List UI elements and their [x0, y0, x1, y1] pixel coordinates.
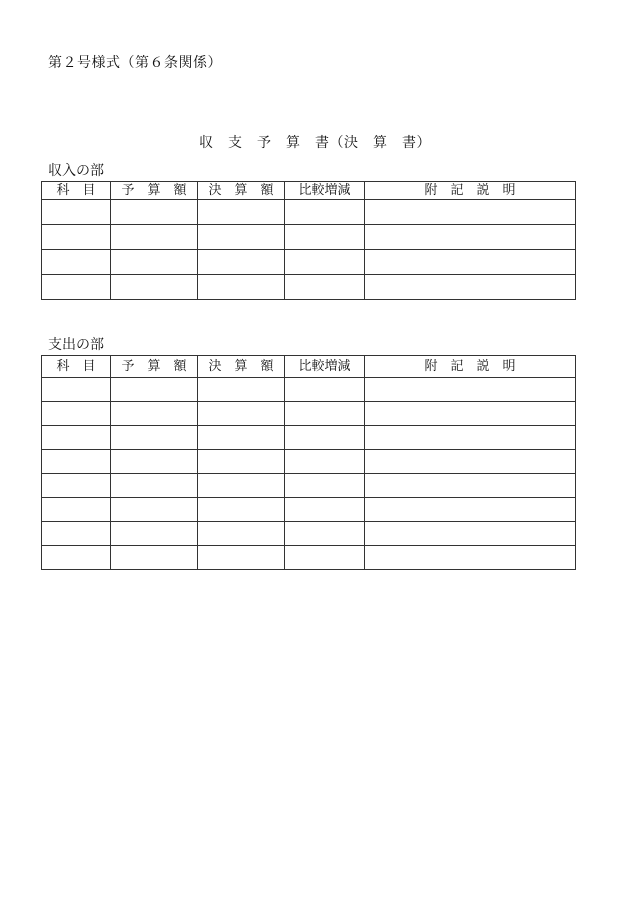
expense-table-cell [198, 402, 285, 426]
expense-table-cell [365, 498, 576, 522]
income-table-cell [198, 250, 285, 275]
income-table-cell [42, 225, 111, 250]
expense-table-cell [285, 522, 365, 546]
income-col-remarks: 附 記 説 明 [365, 182, 576, 200]
income-table-cell [111, 250, 198, 275]
expense-table-cell [42, 378, 111, 402]
expense-table-row [42, 426, 576, 450]
expense-table-cell [365, 450, 576, 474]
expense-table-cell [42, 450, 111, 474]
expense-table-cell [42, 498, 111, 522]
expense-table-cell [42, 474, 111, 498]
expense-table-body [42, 378, 576, 570]
expense-table-cell [285, 378, 365, 402]
income-table-cell [198, 275, 285, 300]
expense-col-remarks: 附 記 説 明 [365, 356, 576, 378]
expense-table-row [42, 546, 576, 570]
expense-table-row [42, 378, 576, 402]
income-table-body [42, 200, 576, 300]
income-table-row [42, 250, 576, 275]
expense-table-cell [285, 498, 365, 522]
expense-table-cell [111, 522, 198, 546]
expense-table-cell [111, 426, 198, 450]
expense-table-cell [42, 426, 111, 450]
expense-table-cell [198, 498, 285, 522]
expense-table-cell [285, 426, 365, 450]
expense-table-cell [111, 546, 198, 570]
form-number: 第２号様式（第６条関係） [48, 55, 222, 71]
income-table-cell [365, 225, 576, 250]
income-table-cell [285, 200, 365, 225]
expense-table-cell [285, 402, 365, 426]
income-table-cell [285, 225, 365, 250]
income-col-budget: 予 算 額 [111, 182, 198, 200]
expense-table-cell [198, 450, 285, 474]
expense-table-cell [365, 426, 576, 450]
income-table-cell [365, 275, 576, 300]
expense-table-row [42, 402, 576, 426]
income-table-cell [111, 200, 198, 225]
income-table-cell [365, 200, 576, 225]
expense-col-budget: 予 算 額 [111, 356, 198, 378]
expense-table-cell [42, 522, 111, 546]
expense-table-cell [365, 378, 576, 402]
expense-table-cell [111, 378, 198, 402]
expense-table-cell [285, 546, 365, 570]
expense-table-cell [111, 402, 198, 426]
expense-table-row [42, 522, 576, 546]
income-table-cell [111, 275, 198, 300]
income-table-row [42, 225, 576, 250]
income-col-subject: 科 目 [42, 182, 111, 200]
income-table-cell [198, 200, 285, 225]
expense-col-settlement: 決 算 額 [198, 356, 285, 378]
expense-table-cell [42, 546, 111, 570]
expense-table-cell [285, 474, 365, 498]
expense-header-row [42, 356, 576, 378]
expense-table-cell [111, 498, 198, 522]
document-title: 収 支 予 算 書（決 算 書） [199, 135, 431, 151]
expense-table-cell [111, 474, 198, 498]
expense-table-cell [365, 402, 576, 426]
income-table [41, 181, 576, 300]
expense-table-row [42, 450, 576, 474]
expense-table-cell [365, 546, 576, 570]
income-table-cell [285, 275, 365, 300]
income-table-cell [42, 200, 111, 225]
income-header-row [42, 182, 576, 200]
income-table-row [42, 200, 576, 225]
income-table-row [42, 275, 576, 300]
income-col-difference: 比較増減 [285, 182, 365, 200]
income-table-cell [198, 225, 285, 250]
expense-col-difference: 比較増減 [285, 356, 365, 378]
expense-table-row [42, 498, 576, 522]
income-table-cell [365, 250, 576, 275]
expense-col-subject: 科 目 [42, 356, 111, 378]
expense-table-cell [42, 402, 111, 426]
expense-table-cell [198, 546, 285, 570]
expense-table-cell [285, 450, 365, 474]
expense-table-cell [111, 450, 198, 474]
expense-table [41, 355, 576, 570]
income-table-cell [285, 250, 365, 275]
expense-table-row [42, 474, 576, 498]
expense-table-cell [365, 474, 576, 498]
income-section-label: 収入の部 [48, 163, 104, 179]
expense-table-cell [198, 474, 285, 498]
expense-table-cell [198, 378, 285, 402]
expense-table-cell [198, 522, 285, 546]
expense-table-cell [365, 522, 576, 546]
income-table-cell [111, 225, 198, 250]
expense-table-cell [198, 426, 285, 450]
expense-section-label: 支出の部 [48, 337, 104, 353]
income-table-cell [42, 250, 111, 275]
income-table-cell [42, 275, 111, 300]
income-col-settlement: 決 算 額 [198, 182, 285, 200]
